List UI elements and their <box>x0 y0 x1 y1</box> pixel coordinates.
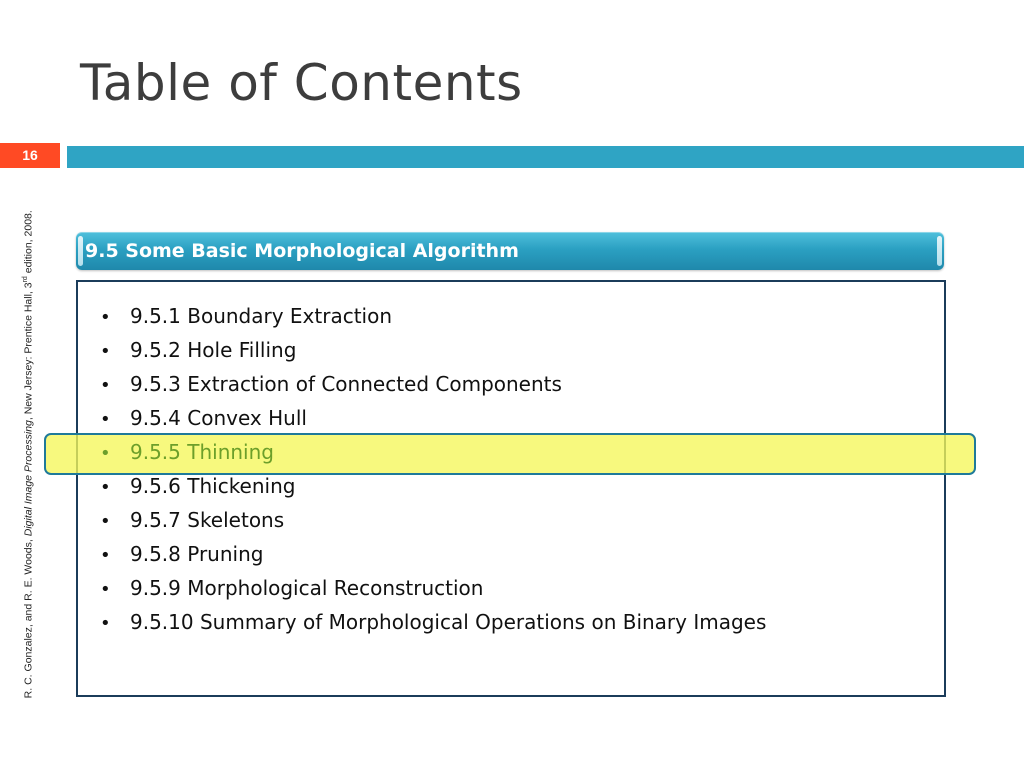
toc-list <box>100 299 766 639</box>
toc-item <box>100 401 766 435</box>
bullet-icon: • <box>100 307 111 328</box>
bullet-icon: • <box>100 443 111 464</box>
toc-item <box>100 333 766 367</box>
toc-item-label: 9.5.9 Morphological Reconstruction <box>130 576 484 600</box>
toc-item <box>100 299 766 333</box>
toc-item-label: 9.5.7 Skeletons <box>130 508 285 532</box>
toc-item-label: 9.5.6 Thickening <box>130 474 296 498</box>
credit-edition-sup: rd <box>21 276 29 283</box>
toc-item-label: 9.5.2 Hole Filling <box>130 338 297 362</box>
toc-item-label: 9.5.5 Thinning <box>130 440 274 464</box>
credit-publisher: , New Jersey: Prentice Hall, 3 <box>22 282 35 421</box>
toc-item-label: 9.5.4 Convex Hull <box>130 406 307 430</box>
toc-item <box>100 469 766 503</box>
bullet-icon: • <box>100 477 111 498</box>
page-number-badge <box>0 143 60 168</box>
toc-item <box>100 367 766 401</box>
bullet-icon: • <box>100 545 111 566</box>
bullet-icon: • <box>100 511 111 532</box>
banner-right-edge <box>937 236 942 266</box>
credit-authors: R. C. Gonzalez, and R. E. Woods, <box>22 536 35 699</box>
toc-item <box>100 435 766 469</box>
credit-edition-rest: edition, 2008. <box>22 210 35 277</box>
toc-item <box>100 571 766 605</box>
toc-item-label: 9.5.8 Pruning <box>130 542 264 566</box>
toc-item-label: 9.5.1 Boundary Extraction <box>130 304 393 328</box>
toc-item <box>100 503 766 537</box>
section-banner <box>76 232 944 270</box>
bullet-icon: • <box>100 613 111 634</box>
bullet-icon: • <box>100 409 111 430</box>
banner-left-edge <box>78 236 83 266</box>
toc-item-label: 9.5.10 Summary of Morphological Operations on Binary Images <box>130 610 767 634</box>
source-credit <box>20 184 35 724</box>
bullet-icon: • <box>100 341 111 362</box>
bullet-icon: • <box>100 579 111 600</box>
toc-item <box>100 537 766 571</box>
toc-item <box>100 605 766 639</box>
header-accent-bar <box>67 146 1024 168</box>
section-title: 9.5 Some Basic Morphological Algorithm <box>85 240 519 262</box>
credit-book-title: Digital Image Processing <box>22 420 35 537</box>
page-number: 16 <box>22 147 38 163</box>
bullet-icon: • <box>100 375 111 396</box>
toc-item-label: 9.5.3 Extraction of Connected Components <box>130 372 562 396</box>
slide-title: Table of Contents <box>80 54 523 112</box>
